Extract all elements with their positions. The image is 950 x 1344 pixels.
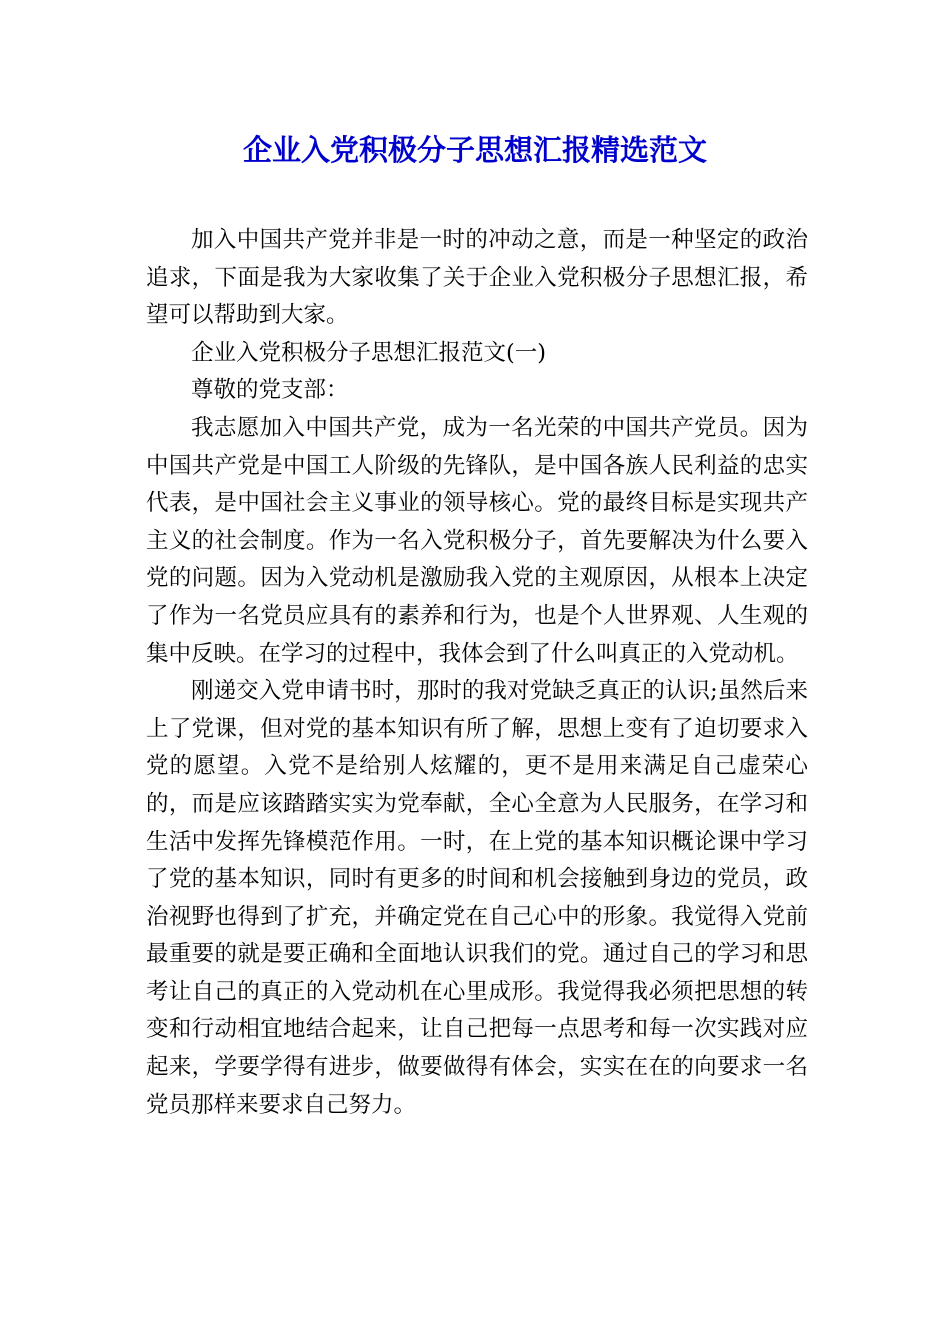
document-title: 企业入党积极分子思想汇报精选范文 xyxy=(242,133,707,167)
document-body xyxy=(146,222,808,1124)
paragraph-intro: 加入中国共产党并非是一时的冲动之意，而是一种坚定的政治追求，下面是我为大家收集了关于企业入党积极分子思想汇报，希望可以帮助到大家。 xyxy=(146,227,808,329)
paragraph-body-1: 我志愿加入中国共产党，成为一名光荣的中国共产党员。因为中国共产党是中国工人阶级的先锋队，是中国各族人民利益的忠实代表，是中国社会主义事业的领导核心。党的最终目标是实现共产主义的社会制度。作为一名入党积极分子，首先要解决为什么要入党的问题。因为入党动机是激励我入党的主观原因，从根本上决定了作为一名党员应具有的素养和行为，也是个人世界观、人生观的集中反映。在学习的过程中，我体会到了什么叫真正的入党动机。 xyxy=(146,414,808,667)
paragraph-subtitle: 企业入党积极分子思想汇报范文(一) xyxy=(191,339,547,366)
paragraph-body-2: 刚递交入党申请书时，那时的我对党缺乏真正的认识;虽然后来上了党课，但对党的基本知识有所了解，思想上变有了迫切要求入党的愿望。入党不是给别人炫耀的，更不是用来满足自己虚荣心的，而是应该踏踏实实为党奉献，全心全意为人民服务，在学习和生活中发挥先锋模范作用。一时，在上党的基本知识概论课中学习了党的基本知识，同时有更多的时间和机会接触到身边的党员，政治视野也得到了扩充，并确定党在自己心中的形象。我觉得入党前最重要的就是要正确和全面地认识我们的党。通过自己的学习和思考让自己的真正的入党动机在心里成形。我觉得我必须把思想的转变和行动相宜地结合起来，让自己把每一点思考和每一次实践对应起来，学要学得有进步，做要做得有体会，实实在在的向要求一名党员那样来要求自己努力。 xyxy=(146,678,808,1118)
paragraph-salutation: 尊敬的党支部： xyxy=(191,377,349,404)
